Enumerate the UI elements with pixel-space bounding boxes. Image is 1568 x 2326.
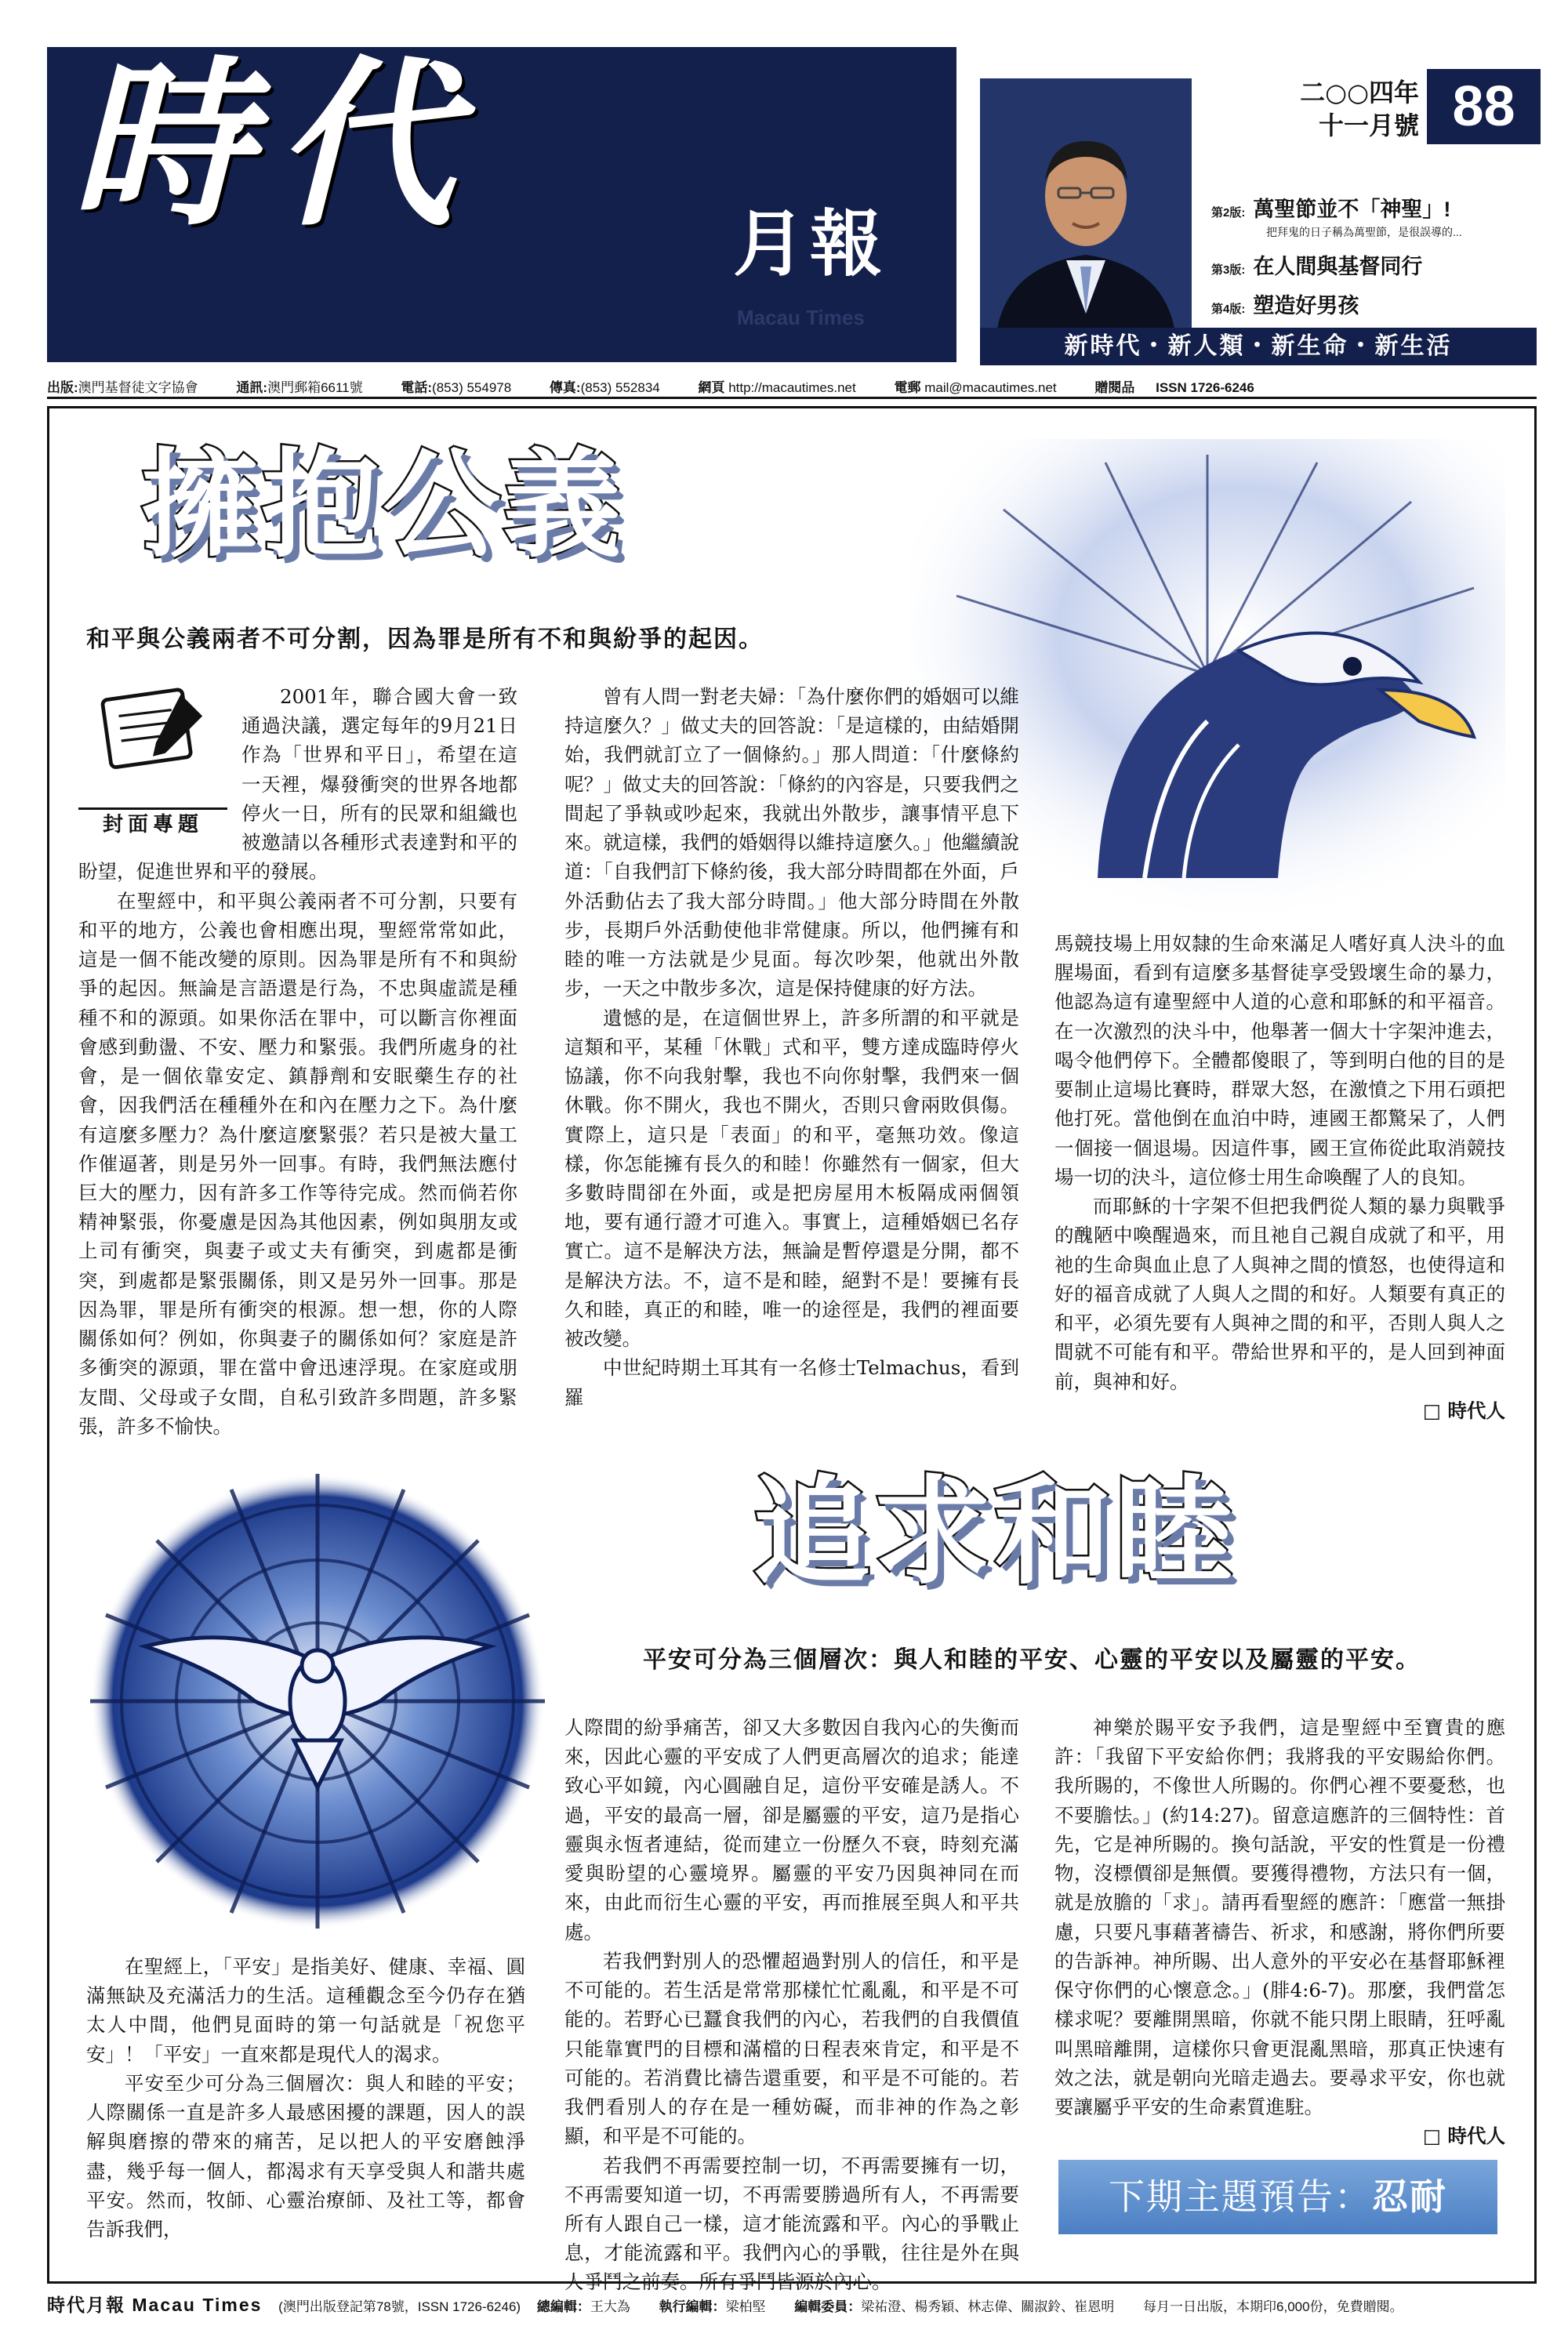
article2-deck: 平安可分為三個層次：與人和睦的平安、心靈的平安以及屬靈的平安。 bbox=[643, 1646, 1421, 1674]
paragraph: 在聖經中，和平與公義兩者不可分割，只要有和平的地方，公義也會相應出現，聖經常常如此，這是一個不能改變的原則。因為罪是所有不和與紛爭的起因。無論是言語還是行為，不忠與虛謊是種種不和的源頭。如果你活在罪中，可以斷言你裡面會感到動盪、不安、壓力和緊張。我們所處身的社會，是一個依靠安定、鎮靜劑和安眠藥生存的社會，因我們活在種種外在和內在壓力之下。為什麼有這麼多壓力？為什麼這麼緊張？若只是被大量工作催逼著，則是另外一回事。有時，我們無法應付巨大的壓力，因有許多工作等待完成。然而倘若你精神緊張，你憂慮是因為其他因素，例如與朋友或上司有衝突，與妻子或丈夫有衝突，到處都是衝突，到處都是緊張關係，則又是另外一回事。那是因為罪，罪是所有衝突的根源。想一想，你的人際關係如何？例如，你與妻子的關係如何？家庭是許多衝突的源頭，罪在當中會迅速浮現。在家庭或朋友間、父母或子女間，自私引致許多問題，許多緊張，許多不愉快。 bbox=[78, 889, 517, 1438]
paragraph: 曾有人問一對老夫婦：「為什麼你們的婚姻可以維持這麼久？」做丈夫的回答說：「是這樣的，由結婚開始，我們就訂立了一個條約。」那人問道：「什麼條約呢？」做丈夫的回答說：「條約的內容是，只要我們之間起了爭執或吵起來，我就出外散步，讓事情平息下來。就這樣，我們的婚姻得以維持這麼久。」他繼續說道：「自我們訂下條約後，我大部分時間都在外面，戶外活動佔去了我大部分時間。」他大部分時間在外散步，長期戶外活動使他非常健康。所以，他們擁有和睦的唯一方法就是少見面。每次吵架，他就出外散步，一天之中散步多次，這是保持健康的好方法。 bbox=[564, 685, 1019, 1000]
article1-column-1 bbox=[78, 682, 517, 1441]
publisher-info-line bbox=[47, 376, 1537, 396]
article1-deck: 和平與公義兩者不可分割，因為罪是所有不和與紛爭的起因。 bbox=[86, 626, 764, 653]
paragraph: 而耶穌的十字架不但把我們從人類的暴力與戰爭的醜陋中喚醒過來，而且祂自己親自成就了和平，用祂的生命與血止息了人與神之間的憤怒，也使得這和好的福音成就了人與人之間的和好。人類要有真正的和平，必須先要有人與神之間的和平，否則人與人之間就不可能有和平。帶給世界和平的，是人回到神面前，與神和好。 bbox=[1054, 1195, 1505, 1393]
masthead-english: Macau Times bbox=[737, 306, 865, 329]
preview-topic: 忍耐 bbox=[1372, 2176, 1447, 2217]
portrait-illustration bbox=[980, 78, 1192, 339]
publisher-label: 出版: bbox=[47, 380, 78, 395]
paragraph: 馬競技場上用奴隸的生命來滿足人嗜好真人決斗的血腥場面，看到有這麼多基督徒享受毀壞生命的暴力，他認為這有違聖經中人道的心意和耶穌的和平福音。在一次激烈的決斗中，他舉著一個大十字架沖進去，喝令他們停下。全體都傻眼了，等到明白他的目的是要制止這場比賽時，群眾大怒，在激憤之下用石頭把他打死。當他倒在血泊中時，連國王都驚呆了，人們一個接一個退場。因這件事，國王宣佈從此取消競技場一切的決斗，這位修士用生命喚醒了人的良知。 bbox=[1054, 932, 1505, 1188]
fax-label: 傳真: bbox=[549, 380, 581, 395]
article1-column-3 bbox=[1054, 929, 1505, 1425]
footer-registration: (澳門出版登記第78號，ISSN 1726-6246) bbox=[278, 2299, 521, 2314]
gift-label: 贈閱品 bbox=[1094, 380, 1135, 395]
issue-month: 十一月號 bbox=[1318, 110, 1419, 140]
paragraph: 平安至少可分為三個層次：與人和睦的平安；人際關係一直是許多人最感困擾的課題，因人的誤解與磨擦的帶來的痛苦，足以把人的平安磨蝕淨盡，幾乎每一個人，都渴求有天享受與人和諧共處平安。然而，牧師、心靈治療師、及社工等，都會告訴我們， bbox=[86, 2071, 525, 2241]
article1-column-2 bbox=[564, 682, 1019, 1412]
email-link[interactable]: mail@macautimes.net bbox=[924, 380, 1057, 395]
article2-column-2 bbox=[564, 1713, 1019, 2297]
article2-column-3 bbox=[1054, 1713, 1505, 2151]
issn: ISSN 1726-6246 bbox=[1156, 380, 1254, 395]
paragraph: 神樂於賜平安予我們，這是聖經中至寶貴的應許：「我留下平安給你們；我將我的平安賜給你們。我所賜的，不像世人所賜的。你們心裡不要憂愁，也不要膽怯。」(約14:27)。留意這應許的三個特性：首先，它是神所賜的。換句話說，平安的性質是一份禮物，沒標價卻是無價。要獲得禮物，方法只有一個，就是放膽的「求」。請再看聖經的應許：「應當一無掛慮，只要凡事藉著禱告、祈求，和感謝，將你們所要的告訴神。神所賜、出人意外的平安必在基督耶穌裡保守你們的心懷意念。」(腓4:6-7)。那麼，我們當怎樣求呢？要離開黑暗，你就不能只閉上眼睛，狂呼亂叫黑暗離開，這樣你只會更混亂黑暗，那真正快速有效之法，就是朝向光暗走過去。要尋求平安，你也就要讓屬乎平安的生命素質進駐。 bbox=[1054, 1716, 1505, 2119]
tel-label: 電話: bbox=[401, 380, 433, 395]
toc-subtitle: 把拜鬼的日子稱為萬聖節，是很誤導的... bbox=[1266, 226, 1462, 238]
paragraph: 若我們不再需要控制一切，不再需要擁有一切，不再需要知道一切，不再需要勝過所有人，不再需要所有人跟自己一樣，這才能流露和平。內心的爭戰止息，才能流露和平。我們內心的爭戰，往往是外在與人爭鬥之前奏。所有爭鬥皆源於內心。 bbox=[564, 2154, 1019, 2294]
section-label: 封面專題 bbox=[78, 807, 227, 841]
masthead-subtitle: 月報 bbox=[733, 201, 887, 286]
chief-editor: 王大為 bbox=[590, 2299, 630, 2314]
tel-number: (853) 554978 bbox=[432, 380, 512, 395]
toc-title: 塑造好男孩 bbox=[1253, 294, 1359, 318]
preview-label: 下期主題預告： bbox=[1109, 2176, 1372, 2217]
editorial-board: 梁祐澄、楊秀穎、林志偉、關淑鈴、崔恩明 bbox=[861, 2299, 1115, 2314]
notepad-icon bbox=[78, 682, 227, 800]
editorial-board-label: 編輯委員： bbox=[794, 2299, 862, 2314]
issue-number: 88 bbox=[1427, 69, 1541, 144]
toc-page: 第4版: bbox=[1211, 303, 1246, 316]
toc-item[interactable] bbox=[1211, 192, 1462, 240]
exec-editor: 梁柏堅 bbox=[725, 2299, 766, 2314]
toc-title: 在人間與基督同行 bbox=[1253, 255, 1423, 278]
issue-year: 二○○四年 bbox=[1300, 78, 1419, 107]
paragraph: 在聖經上，「平安」是指美好、健康、幸福、圓滿無缺及充滿活力的生活。這種觀念至今仍存在猶太人中間，他們見面時的第一句話就是「祝您平安」！「平安」一直來都是現代人的渴求。 bbox=[86, 1955, 525, 2066]
slogan-bar: 新時代・新人類・新生命・新生活 bbox=[980, 328, 1537, 365]
dove-stained-glass-illustration bbox=[59, 1466, 576, 1936]
web-label: 網頁 bbox=[698, 380, 725, 395]
next-issue-preview bbox=[1058, 2160, 1497, 2234]
toc-page: 第2版: bbox=[1211, 206, 1246, 220]
article1-signature: □ 時代人 bbox=[1422, 1399, 1505, 1422]
article2-column-1 bbox=[86, 1952, 525, 2244]
mail-address: 澳門郵箱6611號 bbox=[267, 380, 363, 395]
circulation-note: 每月一日出版，本期印6,000份，免費贈閱。 bbox=[1143, 2299, 1403, 2314]
divider bbox=[47, 397, 1537, 399]
section-badge bbox=[78, 682, 227, 837]
fax-number: (853) 552834 bbox=[580, 380, 660, 395]
toc-page: 第3版: bbox=[1211, 263, 1246, 277]
publisher-name: 澳門基督徒文字協會 bbox=[78, 380, 198, 395]
masthead-title: 時代 bbox=[71, 39, 478, 251]
footer bbox=[47, 2291, 1537, 2317]
footer-brand: 時代月報 Macau Times bbox=[47, 2295, 263, 2315]
article2-signature: □ 時代人 bbox=[1422, 2125, 1505, 2148]
paragraph: 若我們對別人的恐懼超過對別人的信任，和平是不可能的。若生活是常常那樣忙忙亂亂，和平是不可能的。若野心已蠶食我們的內心，若我們的自我價值只能靠實門的目標和滿檔的日程表來肯定，和平是不可能的。若消費比禱告還重要，和平是不可能的。若我們看別人的存在是一種妨礙，而非神的作為之彰顯，和平是不可能的。 bbox=[564, 1949, 1019, 2148]
paragraph: 人際間的紛爭痛苦，卻又大多數因自我內心的失衡而來，因此心靈的平安成了人們更高層次的追求；能達致心平如鏡，內心圓融自足，這份平安確是誘人。不過，平安的最高一層，卻是屬靈的平安，這乃是指心靈與永恆者連結，從而建立一份歷久不衰，時刻充滿愛與盼望的心靈境界。屬靈的平安乃因與神同在而來，由此而衍生心靈的平安，再而推展至與人和平共處。 bbox=[564, 1716, 1019, 1943]
mail-label: 通訊: bbox=[236, 380, 268, 395]
cover-portrait-photo bbox=[980, 78, 1192, 339]
chief-editor-label: 總編輯： bbox=[536, 2299, 590, 2314]
article1-headline: 擁抱公義 bbox=[141, 437, 625, 574]
web-link[interactable]: http://macautimes.net bbox=[728, 380, 856, 395]
toc-item[interactable] bbox=[1211, 249, 1422, 280]
paragraph: 中世紀時期土耳其有一名修士Telmachus，看到羅 bbox=[564, 1356, 1019, 1409]
toc-title: 萬聖節並不「神聖」! bbox=[1253, 198, 1451, 221]
article2-headline: 追求和睦 bbox=[753, 1464, 1236, 1601]
issue-date bbox=[1286, 77, 1419, 142]
email-label: 電郵 bbox=[894, 380, 921, 395]
toc-item[interactable] bbox=[1211, 288, 1359, 319]
paragraph: 2001年，聯合國大會一致通過決議，選定每年的9月21日作為「世界和平日」，希望在這一天裡，爆發衝突的世界各地都停火一日，所有的民眾和組織也被邀請以各種形式表達對和平的盼望，促進世界和平的發展。 bbox=[78, 685, 517, 884]
exec-editor-label: 執行編輯： bbox=[659, 2299, 726, 2314]
paragraph: 遺憾的是，在這個世界上，許多所謂的和平就是這類和平，某種「休戰」式和平，雙方達成臨時停火協議，你不向我射擊，我也不向你射擊，我們來一個休戰。你不開火，我也不開火，否則只會兩敗俱傷。實際上，這只是「表面」的和平，毫無功效。像這樣，你怎能擁有長久的和睦！你雖然有一個家，但大多數時間卻在外面，或是把房屋用木板隔成兩個領地，要有通行證才可進入。事實上，這種婚姻已名存實亡。這不是解決方法，無論是暫停還是分開，都不是解決方法。不，這不是和睦，絕對不是！要擁有長久和睦，真正的和睦，唯一的途徑是，我們的裡面要被改變。 bbox=[564, 1006, 1019, 1351]
